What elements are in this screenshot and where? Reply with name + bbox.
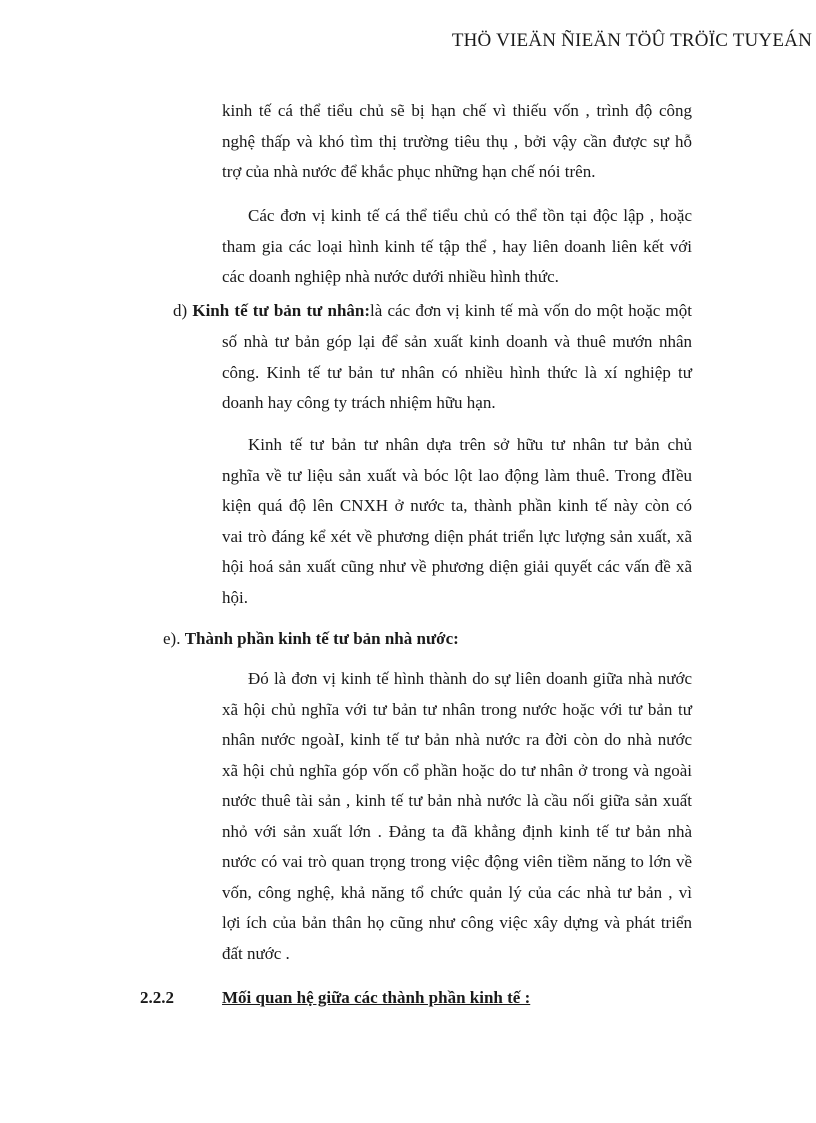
- text-line: nghệ thấp và khó tìm thị trường tiêu thụ , bởi vậy cần được sự hỗ: [222, 131, 692, 151]
- text-line: vai trò đáng kể xét về phương diện phát triển lực lượng sản xuất, xã: [222, 526, 692, 546]
- paragraph-private-capital: [222, 430, 692, 613]
- section-title: Mối quan hệ giữa các thành phần kinh tế :: [222, 988, 531, 1007]
- text-line: đất nước .: [222, 943, 290, 963]
- paragraph-continuation: [222, 96, 692, 188]
- text-line: vốn, công nghệ, khả năng tổ chức quản lý của các nhà tư bản , vì: [222, 882, 692, 902]
- text-line: công. Kinh tế tư bản tư nhân có nhiều hình thức là xí nghiệp tư: [222, 362, 692, 382]
- item-d-first-line: [173, 296, 692, 327]
- text-line: tham gia các loại hình kinh tế tập thể , hay liên doanh liên kết với: [222, 236, 692, 256]
- text-line: nước có vai trò quan trọng trong việc động viên tiềm năng to lớn về: [222, 852, 692, 871]
- paragraph-individual-units: [222, 201, 692, 293]
- text-line: nước thuê tài sản , kinh tế tư bản nhà nước là cầu nối giữa sản xuất: [222, 791, 692, 810]
- text-line: doanh hay công ty trách nhiệm hữu hạn.: [222, 393, 496, 412]
- text-line: Các đơn vị kinh tế cá thể tiểu chủ có thể tồn tại độc lập , hoặc: [248, 206, 692, 225]
- text-line: nghĩa về tư liệu sản xuất và bóc lột lao động làm thuê. Trong đIều: [222, 465, 692, 485]
- text-line: lợi ích của bản thân họ cũng như công việc xây dựng và phát triển: [222, 913, 692, 932]
- page-header: THÖ VIEÄN ÑIEÄN TÖÛ TRÖÏC TUYEÁN: [451, 30, 812, 51]
- text-line: trợ của nhà nước để khắc phục những hạn chế nói trên.: [222, 162, 596, 181]
- item-e-heading-line: [163, 624, 692, 655]
- paragraph-state-capital: [222, 664, 692, 969]
- item-d-label: d): [173, 301, 193, 320]
- item-d-body: [222, 327, 692, 419]
- text-line: kinh tế cá thể tiểu chủ sẽ bị hạn chế vì thiếu vốn , trình độ công: [222, 101, 692, 120]
- item-e-heading: Thành phần kinh tế tư bản nhà nước:: [184, 629, 459, 648]
- text-line: các doanh nghiệp nhà nước dưới nhiều hình thức.: [222, 267, 559, 286]
- item-e-label: e).: [163, 629, 185, 648]
- item-d-heading: Kinh tế tư bản tư nhân:: [192, 301, 371, 320]
- text-line: kiện quá độ lên CNXH ở nước ta, thành phần kinh tế này còn có: [222, 496, 692, 515]
- text-line: Kinh tế tư bản tư nhân dựa trên sở hữu tư nhân tư bản chủ: [248, 435, 692, 454]
- text-line: hội hoá sản xuất cũng như về phương diện giải quyết các vấn đề xã: [222, 557, 692, 576]
- text-line: nhỏ với sản xuất lớn . Đảng ta đã khẳng định kinh tế tư bản nhà: [222, 821, 692, 841]
- text-line: xã hội chủ nghĩa góp vốn cổ phần hoặc do tư nhân ở trong và ngoài: [222, 760, 692, 780]
- text-line: số nhà tư bản góp lại để sản xuất kinh doanh và thuê mướn nhân: [222, 332, 692, 351]
- text-line: xã hội chủ nghĩa với tư bản tư nhân trong nước hoặc với tư bản tư: [222, 699, 692, 719]
- text-line: nhân nước ngoàI, kinh tế tư bản nhà nước ra đời còn do nhà nước: [222, 730, 692, 749]
- text-line: hội.: [222, 587, 248, 607]
- section-number: 2.2.2: [140, 988, 174, 1007]
- text-line: Đó là đơn vị kinh tế hình thành do sự liên doanh giữa nhà nước: [248, 669, 692, 688]
- item-d-text: là các đơn vị kinh tế mà vốn do một hoặc một: [370, 301, 692, 320]
